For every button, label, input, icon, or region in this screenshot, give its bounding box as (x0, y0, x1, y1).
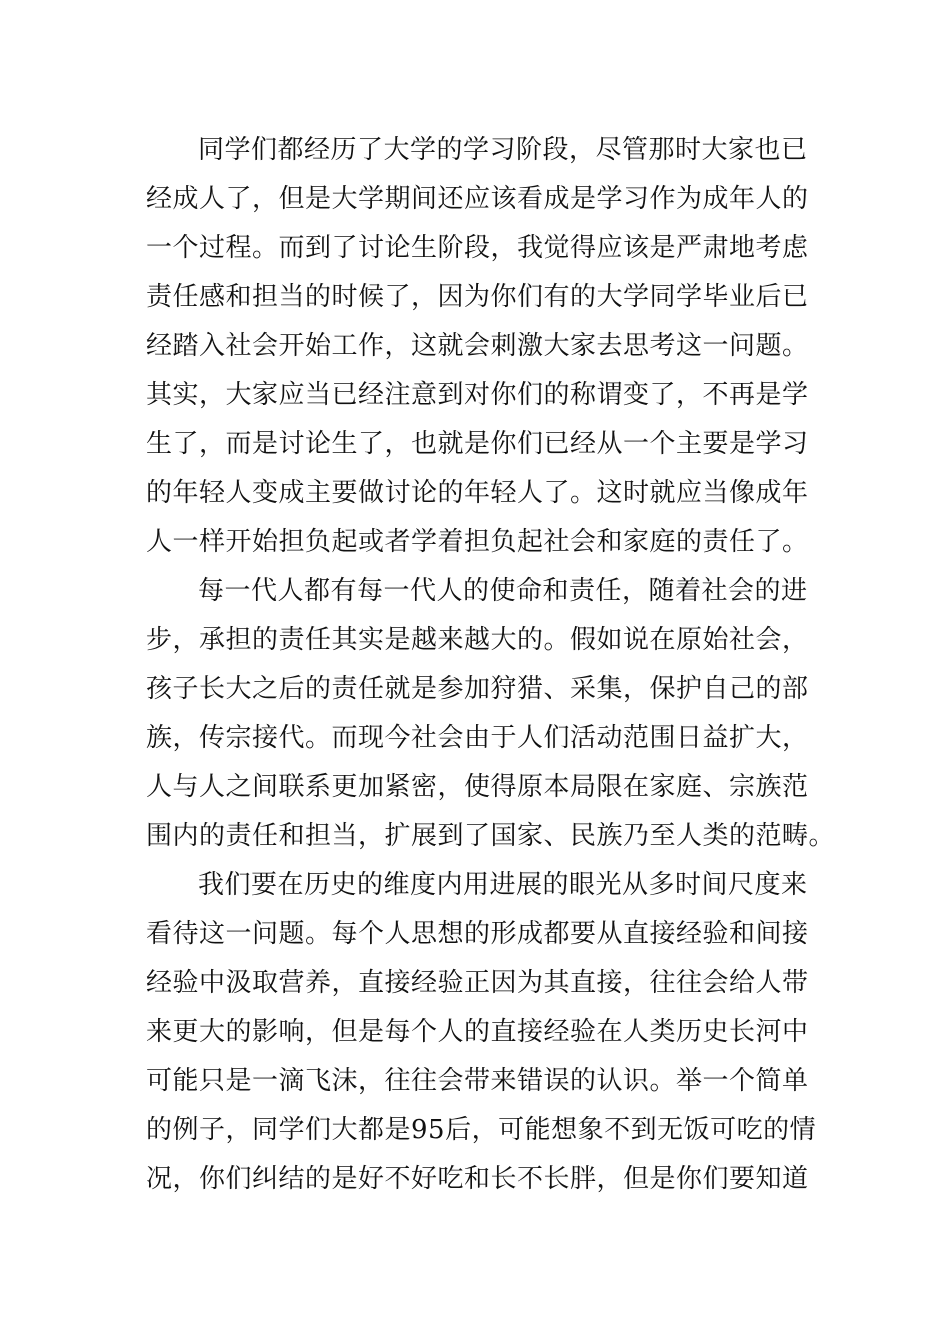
text-line: 同学们都经历了大学的学习阶段，尽管那时大家也已 (198, 135, 808, 165)
text-line: 经验中汲取营养，直接经验正因为其直接，往往会给人带 (146, 968, 809, 998)
text-line: 看待这一问题。每个人思想的形成都要从直接经验和间接 (146, 919, 809, 949)
text-line: 的例子，同学们大都是95后，可能想象不到无饭可吃的情 (146, 1115, 817, 1145)
text-line: 我们要在历史的维度内用进展的眼光从多时间尺度来 (198, 870, 808, 900)
document-body (146, 126, 836, 1204)
text-line: 步，承担的责任其实是越来越大的。假如说在原始社会， (146, 625, 809, 655)
text-line: 经成人了，但是大学期间还应该看成是学习作为成年人的 (146, 184, 809, 214)
text-line: 一个过程。而到了讨论生阶段，我觉得应该是严肃地考虑 (146, 233, 809, 263)
paragraph-3 (146, 861, 817, 1204)
text-line: 生了，而是讨论生了，也就是你们已经从一个主要是学习 (146, 429, 809, 459)
text-line: 孩子长大之后的责任就是参加狩猎、采集，保护自己的部 (146, 674, 809, 704)
paragraph-1 (146, 126, 810, 567)
text-line: 况，你们纠结的是好不好吃和长不长胖，但是你们要知道 (146, 1164, 809, 1194)
text-line: 每一代人都有每一代人的使命和责任，随着社会的进 (198, 576, 808, 606)
text-line: 经踏入社会开始工作，这就会刺激大家去思考这一问题。 (146, 331, 809, 361)
text-line: 可能只是一滴飞沫，往往会带来错误的认识。举一个简单 (146, 1066, 809, 1096)
text-line: 围内的责任和担当，扩展到了国家、民族乃至人类的范畴。 (146, 821, 836, 851)
paragraph-2 (146, 567, 836, 861)
text-line: 责任感和担当的时候了，因为你们有的大学同学毕业后已 (146, 282, 809, 312)
text-line: 的年轻人变成主要做讨论的年轻人了。这时就应当像成年 (146, 478, 809, 508)
text-line: 人与人之间联系更加紧密，使得原本局限在家庭、宗族范 (146, 772, 809, 802)
text-line: 族，传宗接代。而现今社会由于人们活动范围日益扩大， (146, 723, 809, 753)
text-line: 人一样开始担负起或者学着担负起社会和家庭的责任了。 (146, 527, 809, 557)
text-line: 其实，大家应当已经注意到对你们的称谓变了，不再是学 (146, 380, 809, 410)
text-line: 来更大的影响，但是每个人的直接经验在人类历史长河中 (146, 1017, 809, 1047)
